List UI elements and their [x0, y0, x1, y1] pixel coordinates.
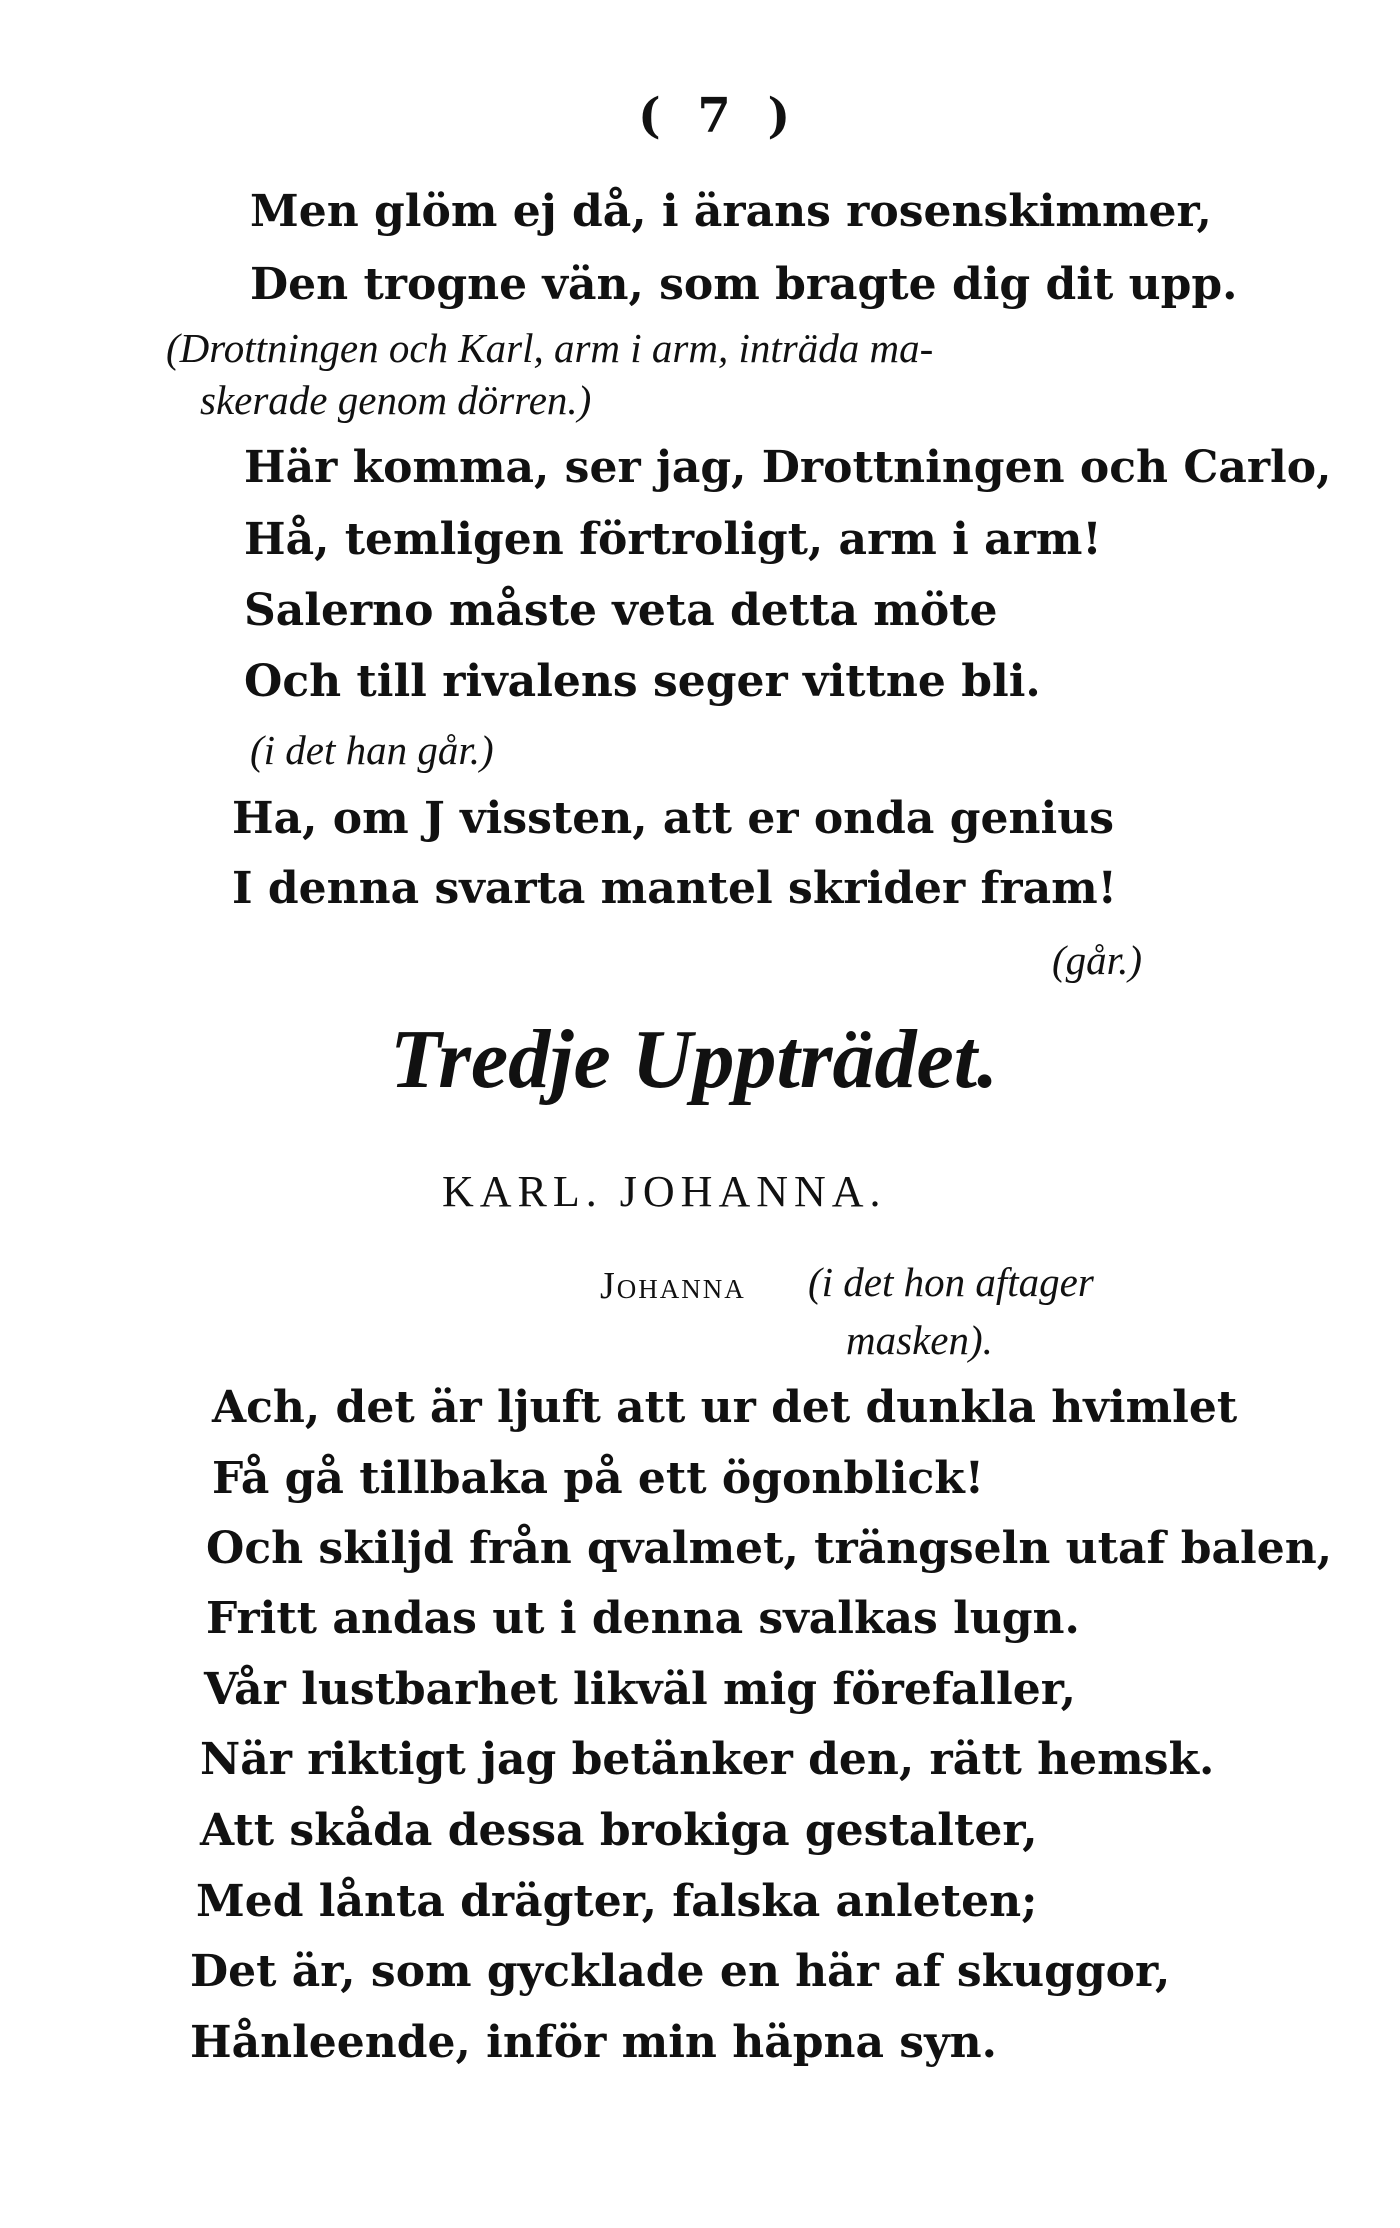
speaker-direction: (i det hon aftager [808, 1259, 1094, 1305]
page-number: ( 7 ) [638, 88, 801, 144]
verse-line: Ha, om J vissten, att er onda genius [232, 793, 1114, 844]
verse-line: När riktigt jag betänker den, rätt hemsk. [200, 1734, 1215, 1785]
speaker-name: Johanna [600, 1265, 746, 1307]
verse-line: Att skåda dessa brokiga gestalter, [200, 1805, 1038, 1856]
verse-line: Och skiljd från qvalmet, trängseln utaf balen, [206, 1523, 1333, 1574]
verse-line: Här komma, ser jag, Drottningen och Carlo, [244, 442, 1332, 493]
verse-line: Och till rivalens seger vittne bli. [244, 656, 1041, 707]
verse-line: Den trogne vän, som bragte dig dit upp. [250, 259, 1238, 310]
verse-line: Få gå tillbaka på ett ögonblick! [212, 1453, 985, 1504]
verse-line: Men glöm ej då, i ärans rosenskimmer, [250, 186, 1212, 237]
verse-line: Hå, temligen förtroligt, arm i arm! [244, 514, 1102, 565]
verse-line: Vår lustbarhet likväl mig förefaller, [204, 1664, 1076, 1715]
stage-direction: (Drottningen och Karl, arm i arm, inträda ma- [166, 325, 934, 371]
speaker-direction: masken). [846, 1317, 993, 1363]
verse-line: I denna svarta mantel skrider fram! [232, 863, 1117, 914]
verse-line: Hånleende, inför min häpna syn. [190, 2017, 997, 2068]
verse-line: Fritt andas ut i denna svalkas lugn. [206, 1593, 1080, 1644]
exit-direction: (går.) [1052, 937, 1142, 983]
verse-line: Ach, det är ljuft att ur det dunkla hvimlet [212, 1382, 1238, 1433]
verse-line: Med lånta drägter, falska anleten; [196, 1876, 1038, 1927]
scene-title: Tredje Uppträdet. [390, 1013, 999, 1106]
stage-direction: skerade genom dörren.) [200, 377, 592, 423]
verse-line: Salerno måste veta detta möte [244, 585, 998, 636]
verse-line: Det är, som gycklade en här af skuggor, [190, 1946, 1171, 1997]
stage-direction: (i det han går.) [250, 727, 494, 773]
character-list: KARL. JOHANNA. [442, 1167, 887, 1216]
